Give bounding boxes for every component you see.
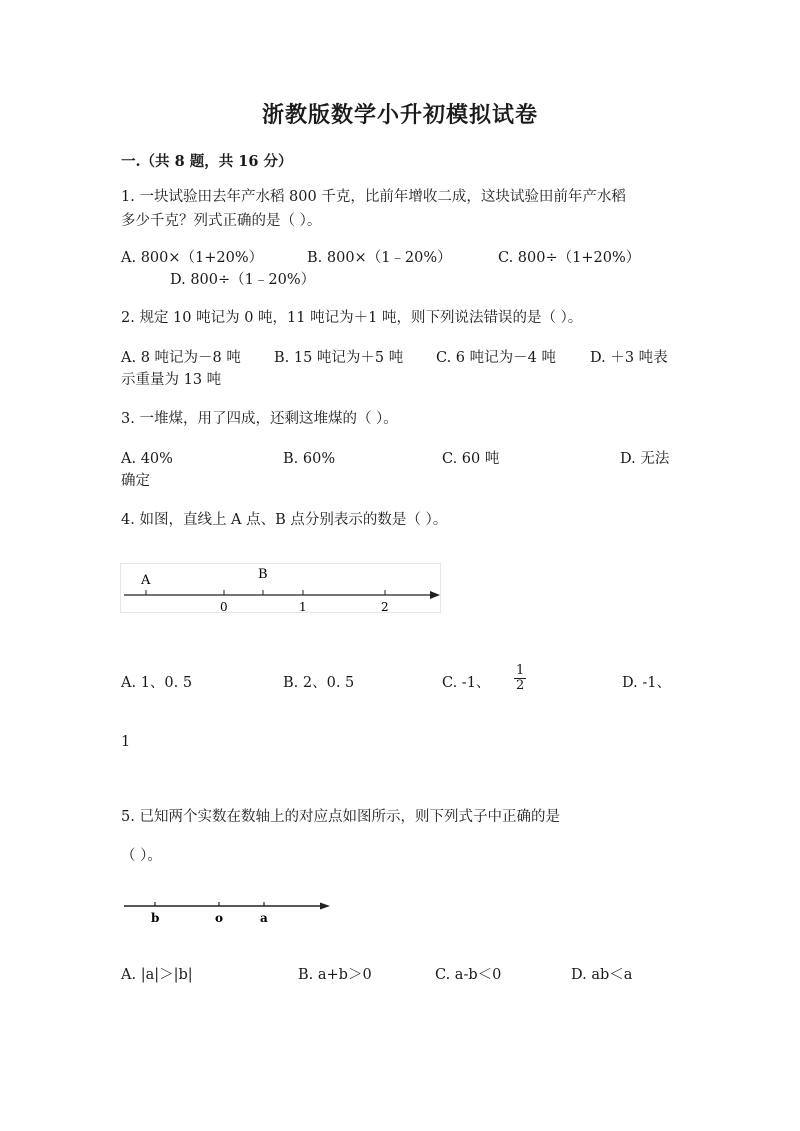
question-4-option-d-continued: 1 <box>121 734 131 750</box>
question-1-option-b[interactable]: B. 800×（1﹣20%） <box>307 250 452 266</box>
question-3-stem: 3. 一堆煤，用了四成，还剩这堆煤的（ ）。 <box>121 411 398 427</box>
question-3-option-b[interactable]: B. 60% <box>283 451 336 467</box>
question-2-option-d-continued: 示重量为 13 吨 <box>121 372 222 388</box>
figure-frame <box>121 564 441 613</box>
question-4-stem: 4. 如图，直线上 A 点、B 点分别表示的数是（ ）。 <box>121 512 448 528</box>
question-3-option-d-continued: 确定 <box>121 473 150 489</box>
question-2-option-a[interactable]: A. 8 吨记为－8 吨 <box>121 350 241 366</box>
question-2-option-c[interactable]: C. 6 吨记为－4 吨 <box>436 350 556 366</box>
page-title: 浙教版数学小升初模拟试卷 <box>261 102 538 128</box>
question-1-option-c[interactable]: C. 800÷（1+20%） <box>498 250 641 266</box>
question-5-stem: 5. 已知两个实数在数轴上的对应点如图所示，则下列式子中正确的是 <box>121 809 560 825</box>
point-o-label: o <box>215 911 224 925</box>
question-4-option-a[interactable]: A. 1、0. 5 <box>121 675 193 691</box>
question-3-option-c[interactable]: C. 60 吨 <box>442 451 500 467</box>
section-heading: 一.（共 8 题，共 16 分） <box>121 153 293 170</box>
question-4-option-c-fraction <box>514 664 526 693</box>
point-a-label: A <box>141 573 151 588</box>
question-4-option-c[interactable]: C. -1、 <box>442 675 491 691</box>
question-2-stem: 2. 规定 10 吨记为 0 吨，11 吨记为＋1 吨，则下列说法错误的是（ ）。 <box>121 310 583 326</box>
fraction-denominator: 2 <box>516 678 525 693</box>
question-2-option-d[interactable]: D. ＋3 吨表 <box>590 350 668 366</box>
question-1-option-a[interactable]: A. 800×（1+20%） <box>121 250 264 266</box>
tick-label-2: 2 <box>381 600 389 614</box>
question-4-option-b[interactable]: B. 2、0. 5 <box>283 675 355 691</box>
number-line-arrow-icon <box>430 591 440 599</box>
point-a-label: a <box>260 911 268 925</box>
tick-label-0: 0 <box>220 600 228 614</box>
question-5-option-c[interactable]: C. a-b＜0 <box>435 967 502 983</box>
point-b-label: B <box>258 567 268 582</box>
point-b-label: b <box>151 911 160 925</box>
question-5-number-line-figure <box>120 896 335 926</box>
fraction-numerator: 1 <box>516 663 525 678</box>
question-5-option-b[interactable]: B. a+b＞0 <box>298 967 372 983</box>
question-1-stem-line-1: 1. 一块试验田去年产水稻 800 千克，比前年增收二成，这块试验田前年产水稻 <box>121 189 626 205</box>
question-2-option-b[interactable]: B. 15 吨记为＋5 吨 <box>274 350 404 366</box>
question-5-option-d[interactable]: D. ab＜a <box>571 967 633 983</box>
tick-label-1: 1 <box>299 600 307 614</box>
question-1-stem-line-2: 多少千克？列式正确的是（ ）。 <box>121 213 322 229</box>
number-line-arrow-icon <box>320 903 330 910</box>
question-4-option-d[interactable]: D. -1、 <box>622 675 671 691</box>
question-5-stem-continued: （ ）。 <box>121 848 162 864</box>
question-3-option-d[interactable]: D. 无法 <box>620 451 670 467</box>
question-4-number-line-figure <box>120 563 445 615</box>
question-1-option-d[interactable]: D. 800÷（1﹣20%） <box>170 272 316 288</box>
question-5-option-a[interactable]: A. |a|＞|b| <box>121 967 193 983</box>
question-3-option-a[interactable]: A. 40% <box>121 451 173 467</box>
